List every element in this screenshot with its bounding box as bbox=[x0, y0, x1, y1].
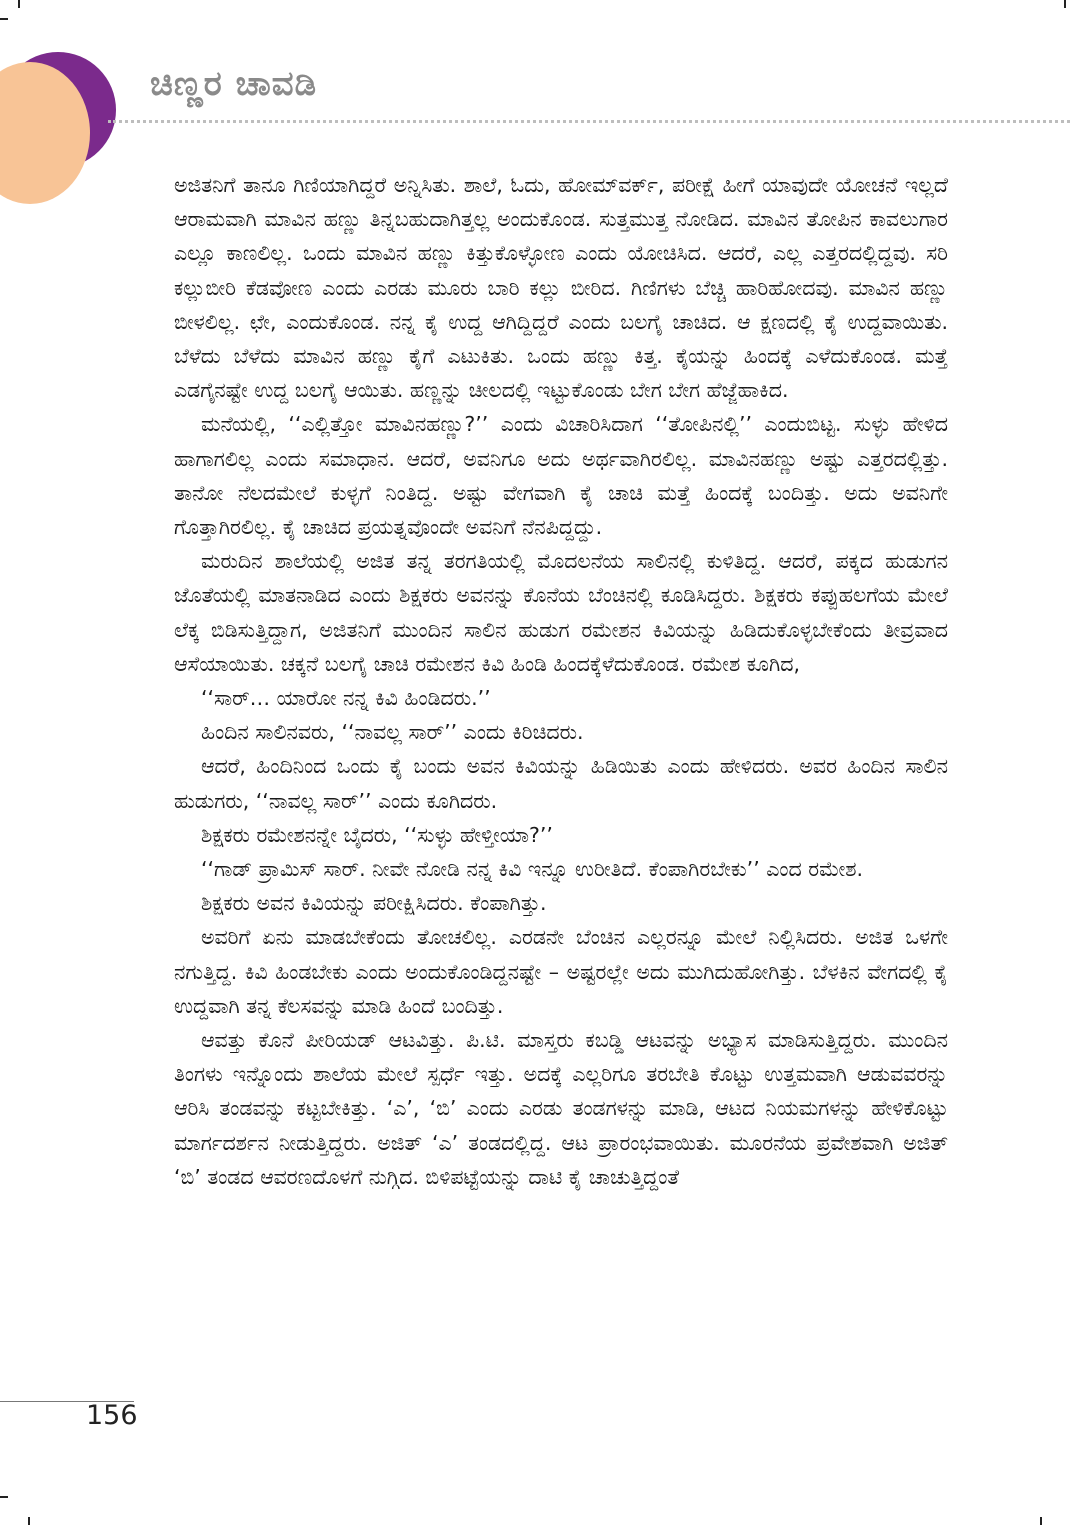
header-dotted-divider bbox=[108, 120, 1070, 123]
story-paragraph: ಶಿಕ್ಷಕರು ರಮೇಶನನ್ನೇ ಬೈದರು, ‘‘ಸುಳ್ಳು ಹೇಳ್ತೀಯಾ?’’ bbox=[201, 822, 553, 847]
story-paragraph: ‘‘ಸಾರ್… ಯಾರೋ ನನ್ನ ಕಿವಿ ಹಿಂಡಿದರು.’’ bbox=[201, 686, 491, 711]
story-paragraph: ಶಿಕ್ಷಕರು ಅವನ ಕಿವಿಯನ್ನು ಪರೀಕ್ಷಿಸಿದರು. ಕೆಂಪಾಗಿತ್ತು. bbox=[201, 891, 547, 916]
story-paragraph: ಹಿಂದಿನ ಸಾಲಿನವರು, ‘‘ನಾವಲ್ಲ ಸಾರ್’’ ಎಂದು ಕಿರಿಚಿದರು. bbox=[201, 720, 584, 745]
story-paragraph: ಮನೆಯಲ್ಲಿ, ‘‘ಎಲ್ಲಿತ್ತೋ ಮಾವಿನಹಣ್ಣು?’’ ಎಂದು ವಿಚಾರಿಸಿದಾಗ ‘‘ತೋಪಿನಲ್ಲಿ’’ ಎಂದುಬಿಟ್ಟ. ಸುಳ್ಳು ಹೇಳಿದ ಹಾಗಾಗಲಿಲ್ಲ ಎಂದು ಸಮಾಧಾನ. ಆದರೆ, ಅವನಿಗೂ ಅದು ಅರ್ಥವಾಗಿರಲಿಲ್ಲ. ಮಾವಿನಹಣ್ಣು ಅಷ್ಟು ಎತ್ತರದಲ್ಲಿತ್ತು. ತಾನೋ ನೆಲದಮೇಲೆ ಕುಳ್ಳಗೆ ನಿಂತಿದ್ದ. ಅಷ್ಟು ವೇಗವಾಗಿ ಕೈ ಚಾಚಿ ಮತ್ತೆ ಹಿಂದಕ್ಕೆ ಬಂದಿತ್ತು. ಅದು ಅವನಿಗೇ ಗೊತ್ತಾಗಿರಲಿಲ್ಲ. ಕೈ ಚಾಚಿದ ಪ್ರಯತ್ನವೊಂದೇ ಅವನಿಗೆ ನೆನಪಿದ್ದದ್ದು. bbox=[174, 412, 948, 540]
story-body bbox=[174, 168, 948, 1194]
chapter-header-title: ಚಿಣ್ಣರ ಚಾವಡಿ bbox=[150, 64, 318, 104]
story-paragraph: ಅಜಿತನಿಗೆ ತಾನೂ ಗಿಣಿಯಾಗಿದ್ದರೆ ಅನ್ನಿಸಿತು. ಶಾಲೆ, ಓದು, ಹೋಮ್‌ವರ್ಕ್, ಪರೀಕ್ಷೆ ಹೀಗೆ ಯಾವುದೇ ಯೋಚನೆ ಇಲ್ಲದೆ ಆರಾಮವಾಗಿ ಮಾವಿನ ಹಣ್ಣು ತಿನ್ನಬಹುದಾಗಿತ್ತಲ್ಲ ಅಂದುಕೊಂಡ. ಸುತ್ತಮುತ್ತ ನೋಡಿದ. ಮಾವಿನ ತೋಪಿನ ಕಾವಲುಗಾರ ಎಲ್ಲೂ ಕಾಣಲಿಲ್ಲ. ಒಂದು ಮಾವಿನ ಹಣ್ಣು ಕಿತ್ತುಕೊಳ್ಳೋಣ ಎಂದು ಯೋಚಿಸಿದ. ಆದರೆ, ಎಲ್ಲ ಎತ್ತರದಲ್ಲಿದ್ದವು. ಸರಿ ಕಲ್ಲುಬೀರಿ ಕೆಡವೋಣ ಎಂದು ಎರಡು ಮೂರು ಬಾರಿ ಕಲ್ಲು ಬೀರಿದ. ಗಿಣಿಗಳು ಬೆಚ್ಚಿ ಹಾರಿಹೋದವು. ಮಾವಿನ ಹಣ್ಣು ಬೀಳಲಿಲ್ಲ. ಛೇ, ಎಂದುಕೊಂಡ. ನನ್ನ ಕೈ ಉದ್ದ ಆಗಿದ್ದಿದ್ದರೆ ಎಂದು ಬಲಗೈ ಚಾಚಿದ. ಆ ಕ್ಷಣದಲ್ಲಿ ಕೈ ಉದ್ದವಾಯಿತು. ಬೆಳೆದು ಬೆಳೆದು ಮಾವಿನ ಹಣ್ಣು ಕೈಗೆ ಎಟುಕಿತು. ಒಂದು ಹಣ್ಣು ಕಿತ್ತ. ಕೈಯನ್ನು ಹಿಂದಕ್ಕೆ ಎಳೆದುಕೊಂಡ. ಮತ್ತೆ ಎಡಗೈನಷ್ಟೇ ಉದ್ದ ಬಲಗೈ ಆಯಿತು. ಹಣ್ಣನ್ನು ಚೀಲದಲ್ಲಿ ಇಟ್ಟುಕೊಂಡು ಬೇಗ ಬೇಗ ಹೆಜ್ಜೆಹಾಕಿದ. bbox=[174, 173, 948, 403]
crop-mark bbox=[1064, 0, 1066, 8]
crop-mark bbox=[0, 18, 8, 20]
story-paragraph: ಮರುದಿನ ಶಾಲೆಯಲ್ಲಿ ಅಜಿತ ತನ್ನ ತರಗತಿಯಲ್ಲಿ ಮೊದಲನೆಯ ಸಾಲಿನಲ್ಲಿ ಕುಳಿತಿದ್ದ. ಆದರೆ, ಪಕ್ಕದ ಹುಡುಗನ ಜೊತೆಯಲ್ಲಿ ಮಾತನಾಡಿದ ಎಂದು ಶಿಕ್ಷಕರು ಅವನನ್ನು ಕೊನೆಯ ಬೆಂಚಿನಲ್ಲಿ ಕೂಡಿಸಿದ್ದರು. ಶಿಕ್ಷಕರು ಕಪ್ಪುಹಲಗೆಯ ಮೇಲೆ ಲೆಕ್ಕ ಬಿಡಿಸುತ್ತಿದ್ದಾಗ, ಅಜಿತನಿಗೆ ಮುಂದಿನ ಸಾಲಿನ ಹುಡುಗ ರಮೇಶನ ಕಿವಿಯನ್ನು ಹಿಡಿದುಕೊಳ್ಳಬೇಕೆಂದು ತೀವ್ರವಾದ ಆಸೆಯಾಯಿತು. ಚಕ್ಕನೆ ಬಲಗೈ ಚಾಚಿ ರಮೇಶನ ಕಿವಿ ಹಿಂಡಿ ಹಿಂದಕ್ಕೆಳೆದುಕೊಂಡ. ರಮೇಶ ಕೂಗಿದ, bbox=[174, 549, 948, 676]
crop-mark bbox=[1040, 1517, 1042, 1525]
story-paragraph: ‘‘ಗಾಡ್ ಪ್ರಾಮಿಸ್ ಸಾರ್. ನೀವೇ ನೋಡಿ ನನ್ನ ಕಿವಿ ಇನ್ನೂ ಉರೀತಿದೆ. ಕೆಂಪಾಗಿರಬೇಕು’’ ಎಂದ ರಮೇಶ. bbox=[201, 857, 864, 882]
story-paragraph: ಆದರೆ, ಹಿಂದಿನಿಂದ ಒಂದು ಕೈ ಬಂದು ಅವನ ಕಿವಿಯನ್ನು ಹಿಡಿಯಿತು ಎಂದು ಹೇಳಿದರು. ಅವರ ಹಿಂದಿನ ಸಾಲಿನ ಹುಡುಗರು, ‘‘ನಾವಲ್ಲ ಸಾರ್’’ ಎಂದು ಕೂಗಿದರು. bbox=[174, 754, 948, 813]
crop-mark bbox=[18, 0, 20, 8]
crop-mark bbox=[28, 1517, 30, 1525]
story-paragraph: ಆವತ್ತು ಕೊನೆ ಪೀರಿಯಡ್ ಆಟವಿತ್ತು. ಪಿ.ಟಿ. ಮಾಸ್ತರು ಕಬಡ್ಡಿ ಆಟವನ್ನು ಅಭ್ಯಾಸ ಮಾಡಿಸುತ್ತಿದ್ದರು. ಮುಂದಿನ ತಿಂಗಳು ಇನ್ನೊಂದು ಶಾಲೆಯ ಮೇಲೆ ಸ್ಪರ್ಧೆ ಇತ್ತು. ಅದಕ್ಕೆ ಎಲ್ಲರಿಗೂ ತರಬೇತಿ ಕೊಟ್ಟು ಉತ್ತಮವಾಗಿ ಆಡುವವರನ್ನು ಆರಿಸಿ ತಂಡವನ್ನು ಕಟ್ಟಬೇಕಿತ್ತು. ‘ಎ’, ‘ಬಿ’ ಎಂದು ಎರಡು ತಂಡಗಳನ್ನು ಮಾಡಿ, ಆಟದ ನಿಯಮಗಳನ್ನು ಹೇಳಿಕೊಟ್ಟು ಮಾರ್ಗದರ್ಶನ ನೀಡುತ್ತಿದ್ದರು. ಅಜಿತ್ ‘ಎ’ ತಂಡದಲ್ಲಿದ್ದ. ಆಟ ಪ್ರಾರಂಭವಾಯಿತು. ಮೂರನೆಯ ಪ್ರವೇಶವಾಗಿ ಅಜಿತ್ ‘ಬಿ’ ತಂಡದ ಆವರಣದೊಳಗೆ ನುಗ್ಗಿದ. ಬಿಳಿಪಟ್ಟೆಯನ್ನು ದಾಟಿ ಕೈ ಚಾಚುತ್ತಿದ್ದಂತೆ bbox=[174, 1028, 948, 1189]
story-paragraph: ಅವರಿಗೆ ಏನು ಮಾಡಬೇಕೆಂದು ತೋಚಲಿಲ್ಲ. ಎರಡನೇ ಬೆಂಚಿನ ಎಲ್ಲರನ್ನೂ ಮೇಲೆ ನಿಲ್ಲಿಸಿದರು. ಅಜಿತ ಒಳಗೇ ನಗುತ್ತಿದ್ದ. ಕಿವಿ ಹಿಂಡಬೇಕು ಎಂದು ಅಂದುಕೊಂಡಿದ್ದನಷ್ಟೇ – ಅಷ್ಟರಲ್ಲೇ ಅದು ಮುಗಿದುಹೋಗಿತ್ತು. ಬೆಳಕಿನ ವೇಗದಲ್ಲಿ ಕೈ ಉದ್ದವಾಗಿ ತನ್ನ ಕೆಲಸವನ್ನು ಮಾಡಿ ಹಿಂದೆ ಬಂದಿತ್ತು. bbox=[174, 925, 948, 1018]
page-number: 156 bbox=[86, 1400, 138, 1431]
crop-mark bbox=[0, 1496, 8, 1498]
